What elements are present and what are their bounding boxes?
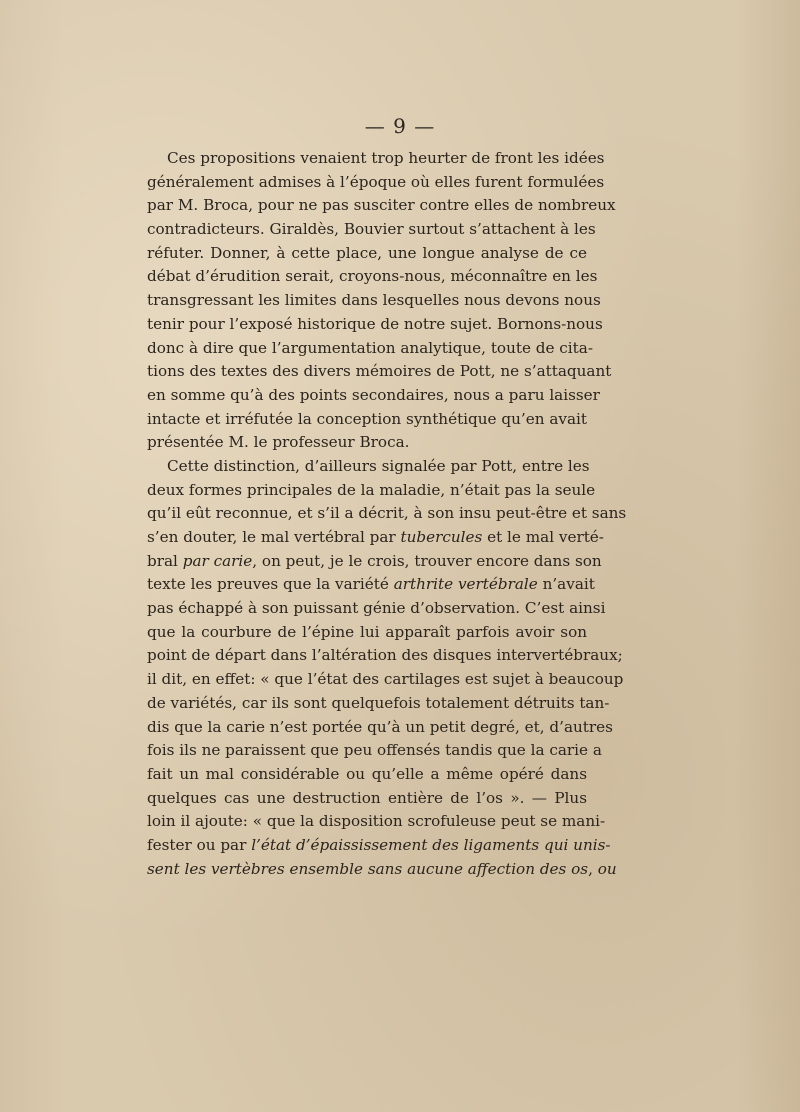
text-line — [147, 242, 587, 266]
text-line — [147, 739, 602, 763]
text-line — [147, 431, 587, 455]
text-line — [147, 621, 587, 645]
text-line — [147, 360, 612, 384]
text-segment: intacte et irréfutée la conception synthétique qu’en avait — [147, 409, 587, 428]
page-number: — 9 — — [364, 114, 436, 138]
text-line — [147, 313, 603, 337]
text-segment: s’en douter, le mal vertébral par — [147, 528, 401, 546]
text-line — [147, 265, 598, 289]
text-segment: tenir pour l’exposé historique de notre sujet. Bornons-nous — [147, 314, 603, 333]
text-segment: tions des textes des divers mémoires de Pott, ne s’attaquant — [147, 362, 612, 381]
text-line — [147, 763, 587, 787]
text-line — [147, 858, 617, 882]
text-segment: loin il ajoute: « que la disposition scrofuleuse peut se mani- — [147, 812, 606, 831]
text-line — [147, 668, 624, 692]
text-segment: pas échappé à son puissant génie d’observation. C’est ainsi — [147, 599, 606, 618]
text-segment: présentée M. le professeur Broca. — [147, 433, 410, 452]
text-segment: que la courbure de l’épine lui apparaît parfois avoir son — [147, 622, 587, 641]
text-segment: généralement admises à l’époque où elles furent formulées — [147, 172, 605, 191]
text-line — [147, 834, 611, 858]
text-line — [147, 479, 596, 503]
text-line — [147, 644, 623, 668]
text-line — [147, 550, 602, 574]
text-segment: , on peut, je le crois, trouver encore dans son — [252, 551, 602, 570]
italic-text: ou — [597, 859, 617, 878]
text-line — [147, 289, 601, 313]
text-line — [147, 810, 606, 834]
italic-text: arthrite vertébrale — [393, 575, 538, 594]
text-line — [147, 526, 604, 550]
text-segment: texte les preuves que la variété — [147, 575, 394, 594]
text-segment: fois ils ne paraissent que peu offensés tandis que la carie a — [147, 741, 602, 760]
italic-text: tubercules — [400, 528, 483, 546]
text-line — [147, 384, 600, 408]
text-line — [147, 787, 587, 811]
text-segment: bral — [147, 551, 183, 570]
text-segment: fait un mal considérable ou qu’elle a même opéré dans — [147, 764, 587, 783]
text-line — [147, 194, 616, 218]
text-line — [147, 692, 610, 716]
text-segment: quelques cas une destruction entière de l’os ». — Plus — [147, 788, 587, 807]
italic-text: l’état d’épaississement des ligaments qui unis- — [251, 835, 611, 854]
text-line — [147, 218, 596, 242]
text-segment: point de départ dans l’altération des disques intervertébraux; — [147, 646, 623, 665]
text-line — [147, 171, 605, 195]
text-line — [147, 597, 606, 621]
text-line — [147, 455, 590, 479]
text-line — [147, 716, 613, 740]
text-segment: n’avait — [537, 575, 595, 594]
text-segment: il dit, en effet: « que l’état des cartilages est sujet à beaucoup — [147, 670, 624, 689]
text-line — [147, 502, 627, 526]
text-line — [147, 573, 595, 597]
text-segment: deux formes principales de la maladie, n’était pas la seule — [147, 480, 596, 499]
text-line — [147, 337, 593, 361]
text-segment: de variétés, car ils sont quelquefois totalement détruits tan- — [147, 693, 610, 712]
text-segment: réfuter. Donner, à cette place, une longue analyse de ce — [147, 243, 587, 262]
text-segment: Cette distinction, d’ailleurs signalée par Pott, entre les — [167, 456, 590, 475]
text-segment: Ces propositions venaient trop heurter de front les idées — [167, 149, 605, 167]
text-segment: contradicteurs. Giraldès, Bouvier surtout s’attachent à les — [147, 220, 596, 239]
text-line — [147, 408, 587, 432]
text-segment: , — [588, 859, 598, 878]
text-segment: en somme qu’à des points secondaires, nous a paru laisser — [147, 385, 600, 404]
italic-text: sent les vertèbres ensemble sans aucune affection des os — [147, 859, 589, 878]
text-segment: fester ou par — [147, 835, 252, 854]
text-segment: par M. Broca, pour ne pas susciter contre elles de nombreux — [147, 196, 616, 215]
italic-text: par carie — [182, 551, 253, 570]
text-segment: qu’il eût reconnue, et s’il a décrit, à son insu peut-être et sans — [147, 504, 627, 523]
body-text — [147, 147, 627, 881]
text-segment: débat d’érudition serait, croyons-nous, méconnaître en les — [147, 267, 598, 286]
text-line — [147, 147, 605, 171]
text-segment: et le mal verté- — [482, 528, 604, 546]
text-segment: dis que la carie n’est portée qu’à un petit degré, et, d’autres — [147, 717, 613, 736]
text-segment: donc à dire que l’argumentation analytique, toute de cita- — [147, 338, 593, 357]
text-segment: transgressant les limites dans lesquelles nous devons nous — [147, 291, 601, 310]
